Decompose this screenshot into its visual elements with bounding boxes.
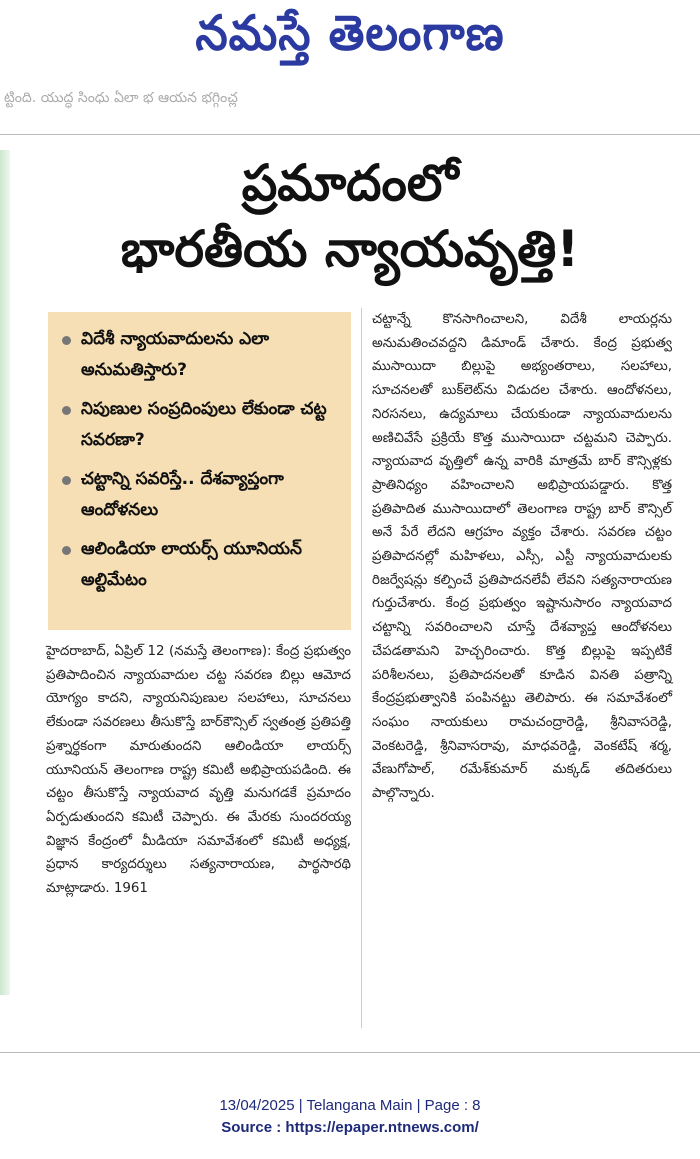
article-column-left: హైదరాబాద్, ఏప్రిల్ 12 (నమస్తే తెలంగాణ): కేంద్ర ప్రభుత్వం ప్రతిపాదించిన న్యాయవాదుల చట్ట సవరణ బిల్లు ఆమోద యోగ్యం కాదని, న్యాయనిపుణుల సలహాలు, సూచనలు లేకుండా సవరణలు తీసుకొస్తే బార్‌కౌన్సిల్ స్వతంత్ర ప్రతిపత్తి ప్రశ్నార్థకంగా మారుతుందని ఆలిండియా లాయర్స్ యూనియన్ తెలంగాణ రాష్ట్ర కమిటీ అభిప్రాయపడింది. ఈ చట్టం తీసుకొస్తే న్యాయవాద వృత్తి మనుగడకే ప్రమాదం ఏర్పడుతుందని కమిటీ చెప్పారు. ఈ మేరకు సుందరయ్య విజ్ఞాన కేంద్రంలో మీడియా సమావేశంలో కమిటీ అధ్యక్ష, ప్రధాన కార్యదర్శులు సత్యనారాయణ, పార్థసారథి మాట్లాడారు. 1961 <box>46 644 351 897</box>
left-accent-bar <box>0 150 10 995</box>
highlight-text: చట్టాన్ని సవరిస్తే.. దేశవ్యాప్తంగా ఆందోళనలు <box>81 469 284 520</box>
article-column-right: చట్టాన్నే కొనసాగించాలని, విదేశీ లాయర్లను అనుమతించవద్దని డిమాండ్ చేశారు. కేంద్ర ప్రభుత్వ ముసాయిదా బిల్లుపై అభ్యంతరాలు, సలహాలు, సూచనలతో బుక్‌లెట్‌ను విడుదల చేశారు. ఆందోళనలు, నిరసనలు, ఉద్యమాలు చేయకుండా న్యాయవాదులను అణిచివేసే ప్రక్రియే కొత్త ముసాయిదా చట్టమని చెప్పారు. న్యాయవాద వృత్తిలో ఉన్న వారికి మాత్రమే బార్ కౌన్సిళ్లకు ప్రాతినిధ్యం వహించాలని అభిప్రాయపడ్డారు. కొత్త ప్రతిపాదిత ముసాయిదాలో తెలంగాణ రాష్ట్ర బార్ కౌన్సిల్ అనే పేరే లేదని ఆగ్రహం వ్యక్తం చేశారు. సవరణ చట్టం ప్రతిపాదనల్లో మహిళలు, ఎస్సీ, ఎస్టీ న్యాయవాదులకు రిజర్వేషన్లు కల్పించే ప్రతిపాదనలేవీ లేవని సత్యనారాయణ గుర్తుచేశారు. కేంద్ర ప్రభుత్వం ఇష్టానుసారం న్యాయవాద చట్టాన్ని సవరించాలని చూస్తే దేశవ్యాప్త ఆందోళనలు చేపడతామని హెచ్చరించారు. కొత్త బిల్లుపై ఇప్పటికే పరిశీలనలు, ప్రతిపాదనలతో కూడిన వినతి పత్రాన్ని కేంద్రప్రభుత్వానికి పంపినట్టు తెలిపారు. ఈ సమావేశంలో సంఘం నాయకులు రామచంద్రారెడ్డి, శ్రీనివాసరెడ్డి, వెంకటరెడ్డి, శ్రీనివాసరావు, మాధవరెడ్డి, వెంకటేష్ శర్మ, వేణుగోపాల్, రమేశ్‌కుమార్ మక్కడ్ తదితరులు పాల్గొన్నారు. <box>372 312 672 802</box>
bullet-icon <box>62 336 71 345</box>
masthead-logo: నమస్తే తెలంగాణ <box>195 4 505 62</box>
footer-meta: 13/04/2025 | Telangana Main | Page : 8 <box>219 1097 481 1114</box>
masthead <box>0 0 700 78</box>
highlight-item <box>62 324 341 386</box>
headline-line-2: భారతీయ న్యాయవృత్తి! <box>120 220 580 278</box>
footer-source: Source : https://epaper.ntnews.com/ <box>221 1119 479 1136</box>
column-divider <box>361 308 362 1028</box>
highlight-item <box>62 394 341 456</box>
bullet-icon <box>62 546 71 555</box>
highlight-item <box>62 534 341 596</box>
headline <box>20 150 680 282</box>
highlight-item <box>62 464 341 526</box>
highlight-text: విదేశీ న్యాయవాదులను ఎలా అనుమతిస్తారు? <box>81 329 270 380</box>
cut-off-strip <box>0 90 700 116</box>
cut-off-strip-text: ట్టింది. యుద్ధ సింధు ఏలా భ ఆయన భగ్గించ్ల <box>4 90 238 106</box>
headline-line-1: ప్రమాదంలో <box>241 154 459 212</box>
highlights-box <box>48 312 351 630</box>
bottom-divider <box>0 1052 700 1053</box>
highlight-text: నిపుణుల సంప్రదింపులు లేకుండా చట్ట సవరణా? <box>81 399 327 450</box>
highlight-text: ఆలిండియా లాయర్స్ యూనియన్ అల్టిమేటం <box>81 539 302 590</box>
top-divider <box>0 134 700 135</box>
footer <box>0 1095 700 1139</box>
bullet-icon <box>62 406 71 415</box>
bullet-icon <box>62 476 71 485</box>
